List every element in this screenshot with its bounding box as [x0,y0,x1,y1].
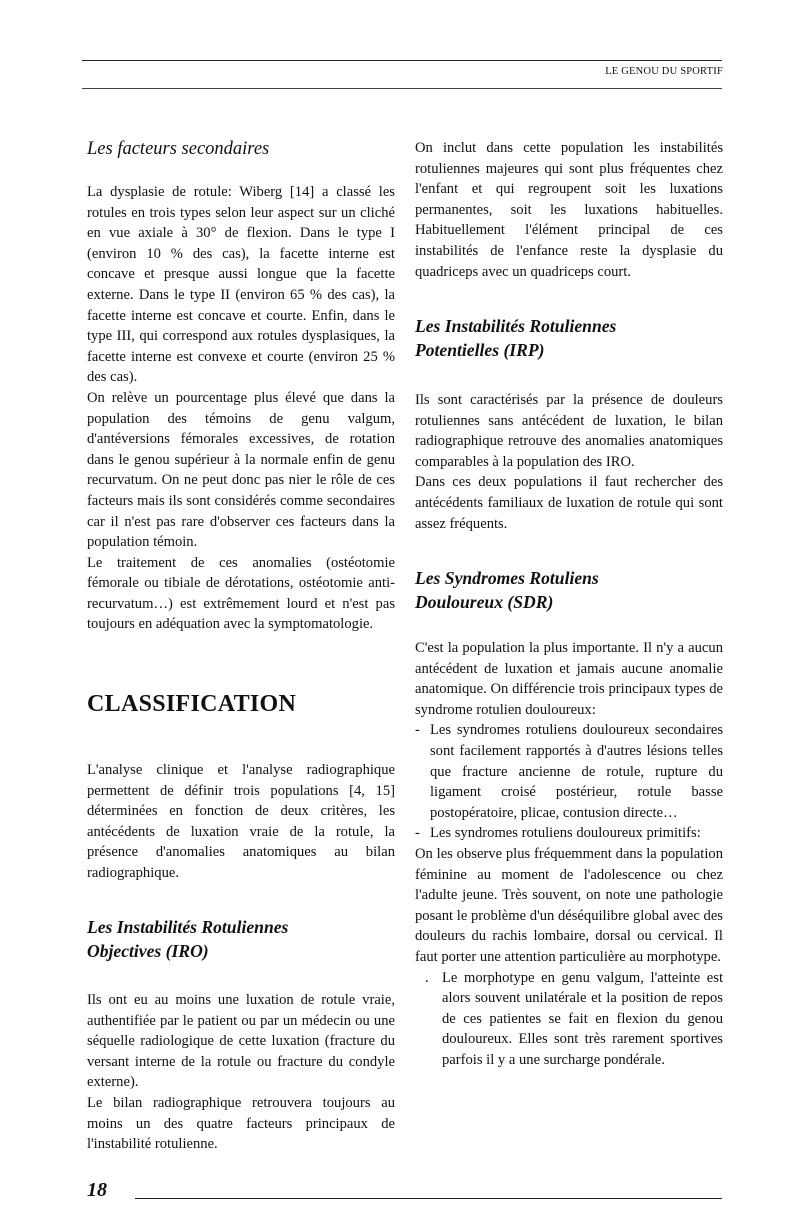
title-line: Les Instabilités Rotuliennes [87,917,289,937]
section-title-classification: CLASSIFICATION [87,691,297,717]
paragraph: C'est la population la plus importante. Il n'y a aucun antécédent de luxation et jamais aucune anomalie anatomique. On différencie trois principaux types de syndrome rotulien douloureux: [415,640,723,718]
irp-body [415,390,723,534]
header-rule-top [82,60,722,61]
list-item-text: Les syndromes rotuliens douloureux primitifs: [430,825,701,842]
facteurs-secondaires-body [87,182,395,635]
dash-marker: - [415,722,420,739]
paragraph: On relève un pourcentage plus élevé que dans la population des témoins de genu valgum, d'antéversions fémorales excessives, de rotation dans le genou supérieur à la normale enfin de genu recurvatum. On ne peut donc pas nier le rôle de ces facteurs mais ils sont considérés comme secondaires car il n'est pas rare d'observer ces facteurs dans la population témoin. [87,389,395,551]
header-rule-bottom [82,88,722,89]
paragraph: La dysplasie de rotule: Wiberg [14] a classé les rotules en trois types selon leur aspect sur un cliché en vue axiale à 30° de flexion. Dans le type I (environ 10 % des cas), la facette interne est concave et presque aussi longue que la facette externe. Dans le type II (environ 65 % des cas), la facette interne est concave et courte. Enfin, dans le type III, qui correspond aux rotules dysplasiques, la facette interne est convexe et courte (environ 25 % des cas). [87,184,395,386]
subsection-title-iro [87,915,288,963]
list-item [415,968,723,1071]
iro-body [87,990,395,1155]
paragraph: On les observe plus fréquemment dans la population féminine au moment de l'adolescence ou chez l'adulte jeune. Très souvent, on note une pathologie posant le problème d'un déséquilibre global avec des douleurs du rachis lombaire, dorsal ou cervical. Il faut porter une attention particulière au morphotype. [415,845,723,965]
title-line: Potentielles (IRP) [415,340,545,360]
title-line: Objectives (IRO) [87,941,209,961]
paragraph: On inclut dans cette population les instabilités rotuliennes majeures qui sont plus fréquentes chez l'enfant et qui regroupent soit les luxations permanentes, soit les luxations habituelles. Habituellement l'élément principal de ces instabilités de l'enfance reste la dysplasie du quadriceps avec un quadriceps court. [415,140,723,280]
title-line: Douloureux (SDR) [415,592,554,612]
dash-marker: - [415,825,420,842]
page-number: 18 [87,1179,107,1201]
list-item-text: Les syndromes rotuliens douloureux secondaires sont facilement rapportés à d'autres lésions telles que fracture ancienne de rotule, rupture du ligament croisé postérieur, rotule basse postopératoire, plicae, contusion directe… [430,722,723,821]
list-item-text: Le morphotype en genu valgum, l'atteinte est alors souvent unilatérale et la position de repos de ces patientes se fait en flexion du genou douloureux. Elles sont très rarement sportives parfois il y a une surcharge pondérale. [442,969,723,1068]
title-line: Les Instabilités Rotuliennes [415,316,617,336]
paragraph: Le bilan radiographique retrouvera toujours au moins un des quatre facteurs principaux de l'instabilité rotulienne. [87,1094,395,1153]
dot-marker: . [425,969,429,986]
paragraph: Dans ces deux populations il faut rechercher des antécédents familiaux de luxation de rotule qui sont assez fréquents. [415,474,723,532]
running-head: LE GENOU DU SPORTIF [605,66,723,77]
paragraph: Ils sont caractérisés par la présence de douleurs rotuliennes sans antécédent de luxation, le bilan radiographique retrouve des anomalies anatomiques comparables à la population des IRO. [415,392,723,470]
intro-body [415,138,723,282]
paragraph: Le traitement de ces anomalies (ostéotomie fémorale ou tibiale de dérotations, ostéotomie anti-recurvatum…) est extrêmement lourd et n'est pas toujours en adéquation avec la symptomatologie. [87,554,395,633]
sdr-body [415,638,723,1070]
footer-rule [135,1198,722,1199]
subsection-title-sdr [415,566,599,614]
title-line: Les Syndromes Rotuliens [415,568,599,588]
list-item [415,823,723,844]
section-title-facteurs-secondaires: Les facteurs secondaires [87,139,270,159]
paragraph: L'analyse clinique et l'analyse radiographique permettent de définir trois populations [4, 15] déterminées en fonction de deux critères, les antécédents de luxation vraie de la rotule, la présence d'anomalies anatomiques au bilan radiographique. [87,762,395,881]
subsection-title-irp [415,314,616,362]
list-item [415,720,723,823]
classification-body [87,760,395,884]
paragraph: Ils ont eu au moins une luxation de rotule vraie, authentifiée par le patient ou par un médecin ou une séquelle radiologique de cette luxation (fracture du versant interne de la rotule ou fracture du condyle externe). [87,992,395,1091]
